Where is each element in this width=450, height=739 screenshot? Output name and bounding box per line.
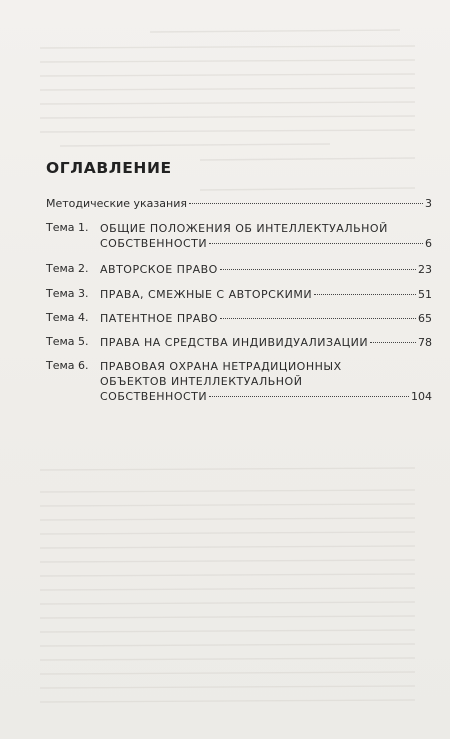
toc-page-number: 104 <box>411 390 432 403</box>
leader-dots <box>189 203 423 204</box>
toc-topic-number: Тема 3. <box>46 287 89 300</box>
leader-dots <box>220 269 416 270</box>
toc-entry-title-line: ПАТЕНТНОЕ ПРАВО <box>100 312 218 325</box>
toc-entry-title-line: АВТОРСКОЕ ПРАВО <box>100 263 218 276</box>
toc-entry-title-line: СОБСТВЕННОСТИ <box>100 237 208 250</box>
toc-topic-number: Тема 5. <box>46 335 89 348</box>
toc-page-number: 6 <box>425 237 432 250</box>
toc-entry-label: Методические указания <box>46 197 187 210</box>
toc-entry-title-line: ОБЪЕКТОВ ИНТЕЛЛЕКТУАЛЬНОЙ <box>100 375 303 388</box>
toc-page-number: 78 <box>418 336 432 349</box>
toc-entry-title-line: ПРАВА, СМЕЖНЫЕ С АВТОРСКИМИ <box>100 288 313 301</box>
toc-topic-number: Тема 4. <box>46 311 89 324</box>
toc-heading: ОГЛАВЛЕНИЕ <box>46 159 172 177</box>
toc-page-number: 23 <box>418 263 432 276</box>
leader-dots <box>209 396 409 397</box>
toc-page-number: 65 <box>418 312 432 325</box>
leader-dots <box>209 243 423 244</box>
leader-dots <box>314 294 416 295</box>
toc-entry-title-line: СОБСТВЕННОСТИ <box>100 390 208 403</box>
toc-topic-number: Тема 1. <box>46 221 89 234</box>
toc-page-number: 3 <box>425 197 432 210</box>
leader-dots <box>220 318 416 319</box>
toc-entry-title-line: ПРАВА НА СРЕДСТВА ИНДИВИДУАЛИЗАЦИИ <box>100 336 369 349</box>
toc-topic-number: Тема 2. <box>46 262 89 275</box>
toc-entry-title-line: ОБЩИЕ ПОЛОЖЕНИЯ ОБ ИНТЕЛЛЕКТУАЛЬНОЙ <box>100 222 388 235</box>
leader-dots <box>370 342 416 343</box>
toc-page-number: 51 <box>418 288 432 301</box>
toc-entry-title-line: ПРАВОВАЯ ОХРАНА НЕТРАДИЦИОННЫХ <box>100 360 342 373</box>
toc-topic-number: Тема 6. <box>46 359 89 372</box>
